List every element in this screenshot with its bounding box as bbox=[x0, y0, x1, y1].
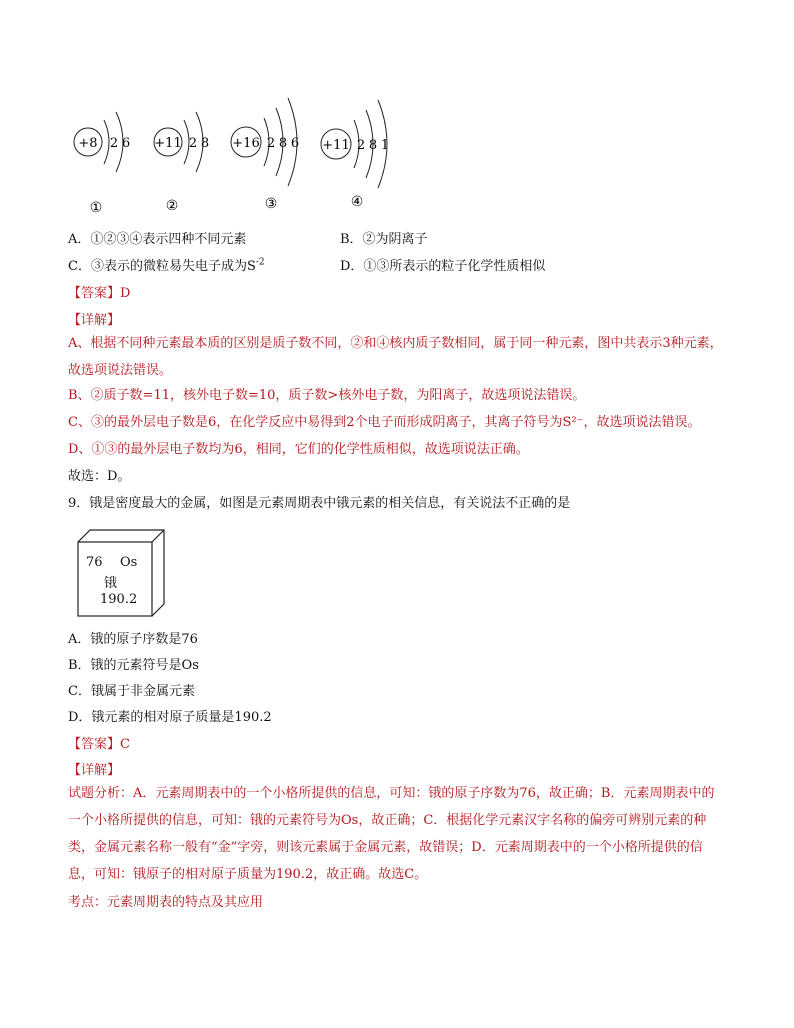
q9-option-b: B．锇的元素符号是Os bbox=[68, 658, 199, 673]
atom-3-label: ③ bbox=[264, 196, 278, 212]
element-symbol: Os bbox=[120, 555, 138, 570]
atom-2-nucleus: +11 bbox=[154, 136, 182, 151]
atom-3-shell-3: 6 bbox=[290, 136, 300, 151]
q8-option-b: B．②为阴离子 bbox=[340, 232, 428, 247]
q8-option-d: D．①③所表示的粒子化学性质相似 bbox=[340, 259, 546, 274]
element-atomic-mass: 190.2 bbox=[100, 592, 138, 607]
q9-option-a: A．锇的原子序数是76 bbox=[68, 632, 198, 647]
q8-option-a: A．①②③④表示四种不同元素 bbox=[68, 232, 247, 247]
atom-1-shell-1: 2 bbox=[109, 136, 119, 151]
q8-answer: 【答案】D bbox=[68, 286, 131, 301]
atom-diagram-4 bbox=[321, 100, 389, 210]
q8-explain-a: A、根据不同种元素最本质的区别是质子数不同，②和④核内质子数相同，属于同一种元素，图中共表示3种元素，故选项说法错误。 bbox=[68, 336, 723, 378]
atom-4-shell-1: 2 bbox=[356, 138, 366, 153]
q9-explain: 试题分析：A．元素周期表中的一个小格所提供的信息，可知：锇的原子序数为76，故正确；B．元素周期表中的一个小格所提供的信息，可知：锇的元素符号为Os，故正确；C．根据化学元素汉字名称的偏旁可辨别元素的种类，金属元素名称一般有“金”字旁，则该元素属于金属元素，故错误；D．元素周期表中的一个小格所提供的信息，可知：锇原子的相对原子质量为190.2，故正确。故选C。 bbox=[68, 786, 715, 882]
atom-2-shell-2: 8 bbox=[200, 136, 210, 151]
atom-4-nucleus: +11 bbox=[322, 138, 350, 153]
atom-3-shell-2: 8 bbox=[278, 136, 288, 151]
atom-diagram-1 bbox=[74, 112, 130, 216]
q8-option-c-superscript: -2 bbox=[255, 257, 265, 268]
q8-option-c-text: C．③表示的微粒易失电子成为S bbox=[68, 259, 256, 274]
q9-kaodian: 考点：元素周期表的特点及其应用 bbox=[68, 895, 264, 910]
q8-option-c bbox=[68, 255, 265, 274]
atom-3-shell-1: 2 bbox=[266, 136, 276, 151]
q9-stem: 9．锇是密度最大的金属，如图是元素周期表中锇元素的相关信息，有关说法不正确的是 bbox=[68, 496, 571, 511]
q9-option-c: C．锇属于非金属元素 bbox=[68, 684, 195, 699]
q8-explain-d: D、①③的最外层电子数均为6，相同，它们的化学性质相似，故选项说法正确。 bbox=[68, 442, 529, 457]
element-atomic-number: 76 bbox=[86, 555, 103, 570]
q8-conclusion: 故选：D。 bbox=[68, 469, 131, 484]
atom-diagram-2 bbox=[154, 112, 209, 214]
atom-4-shell-2: 8 bbox=[368, 138, 378, 153]
atom-structure-diagrams bbox=[60, 90, 420, 220]
q9-option-d: D．锇元素的相对原子质量是190.2 bbox=[68, 710, 272, 725]
q9-answer: 【答案】C bbox=[68, 737, 130, 752]
atom-1-label: ① bbox=[89, 200, 103, 216]
atom-2-label: ② bbox=[165, 198, 179, 214]
atom-2-shell-1: 2 bbox=[188, 136, 198, 151]
element-name: 锇 bbox=[104, 576, 118, 591]
atom-diagram-3 bbox=[231, 98, 299, 212]
q8-explain-title: 【详解】 bbox=[68, 313, 121, 328]
atom-4-label: ④ bbox=[350, 194, 364, 210]
atom-3-nucleus: +16 bbox=[232, 136, 260, 151]
atom-1-shell-2: 6 bbox=[121, 136, 131, 151]
q9-explain-title: 【详解】 bbox=[68, 763, 121, 778]
q8-explain-b: B、②质子数=11，核外电子数=10，质子数>核外电子数，为阳离子，故选项说法错误。 bbox=[68, 388, 586, 403]
element-cell bbox=[76, 528, 176, 618]
atom-1-nucleus: +8 bbox=[78, 136, 98, 151]
q8-explain-c: C、③的最外层电子数是6，在化学反应中易得到2个电子而形成阴离子，其离子符号为S²⁻，故选项说法错误。 bbox=[68, 415, 701, 430]
atom-4-shell-3: 1 bbox=[380, 138, 390, 153]
